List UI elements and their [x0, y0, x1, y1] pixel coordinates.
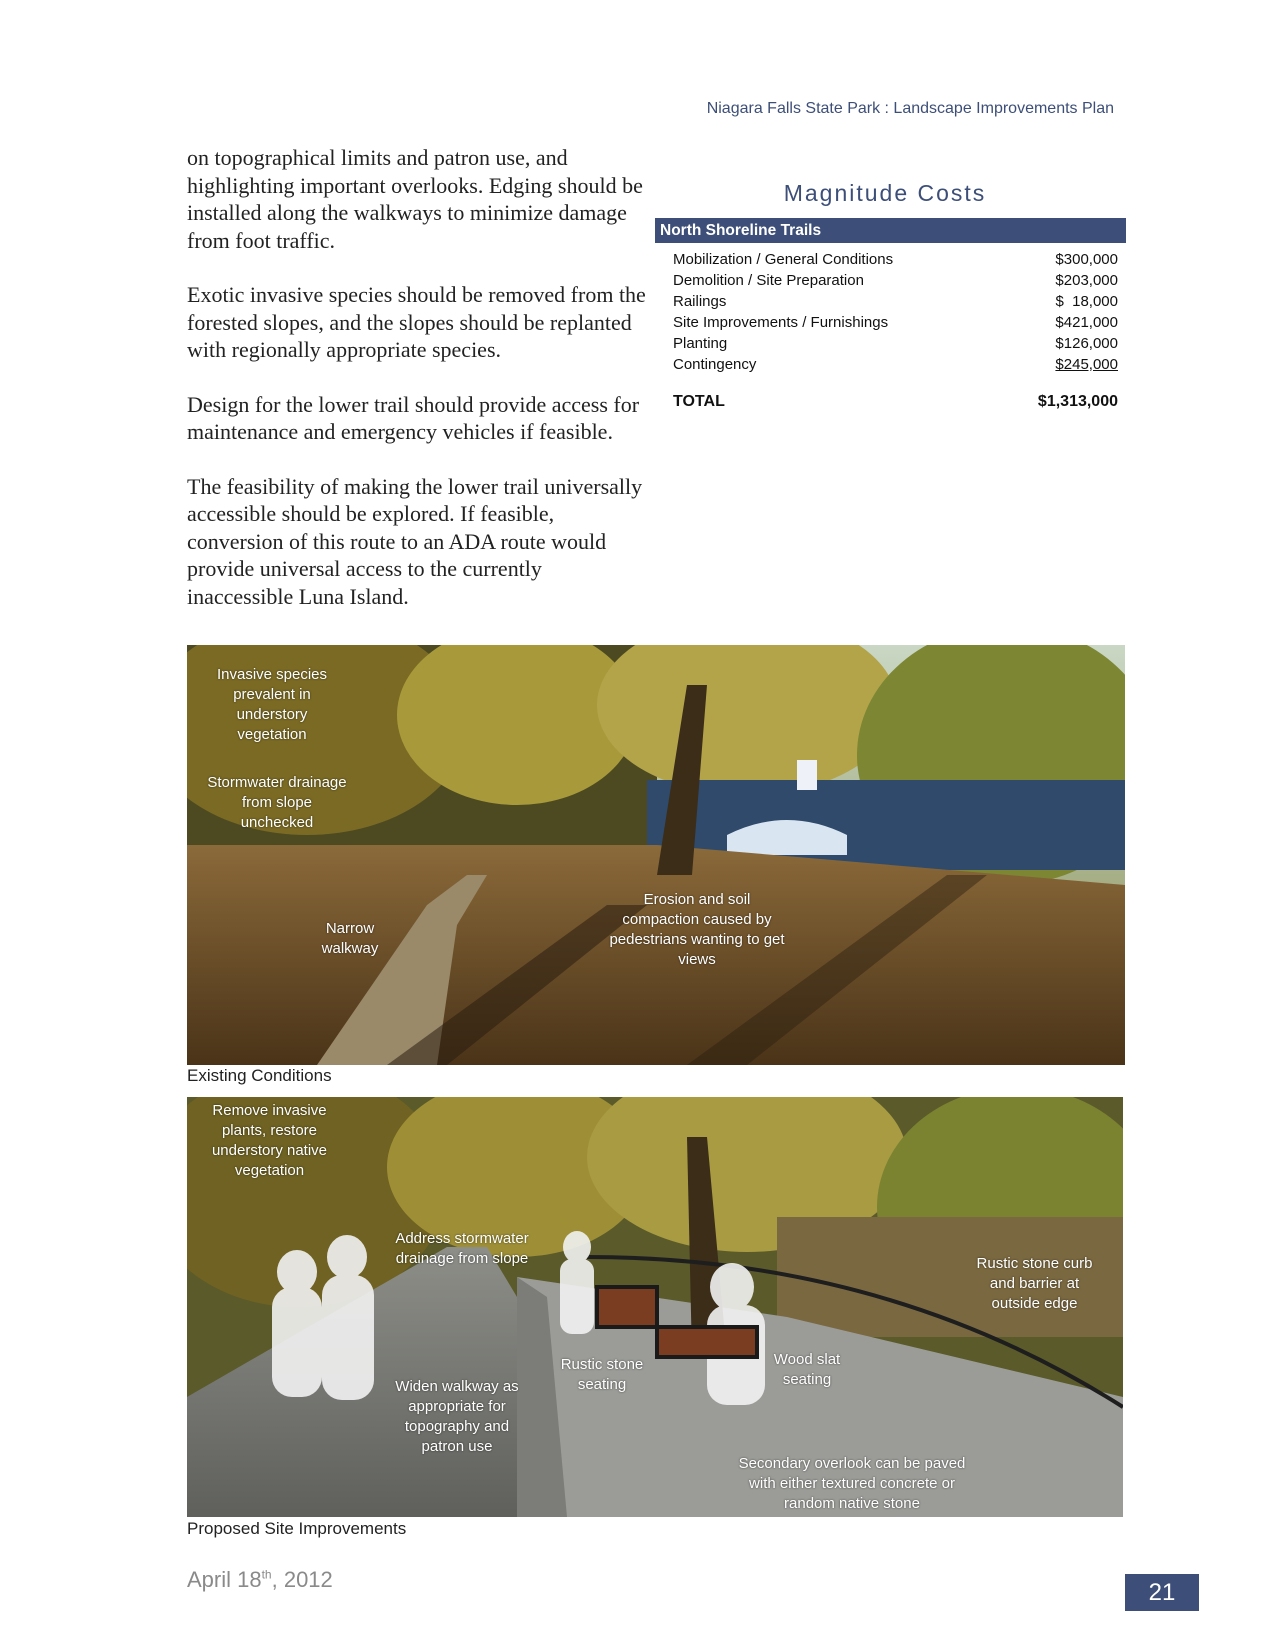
cost-label: Contingency	[673, 356, 757, 373]
annotation-secondary-overlook: Secondary overlook can be paved with either textured concrete or random native stone	[738, 1455, 966, 1512]
annotation-rustic-curb: Rustic stone curb and barrier at outside edge	[976, 1255, 1093, 1312]
existing-conditions-photo	[187, 645, 1125, 1065]
cost-section-header: North Shoreline Trails	[655, 218, 1126, 243]
cost-amount: $126,000	[1055, 335, 1118, 352]
cost-label: Demolition / Site Preparation	[673, 272, 864, 289]
paragraph: The feasibility of making the lower trail universally accessible should be explored. If feasible, conversion of this route to an ADA route would provide universal access to the currently inaccessible Luna Island.	[187, 473, 643, 609]
total-label: TOTAL	[673, 393, 725, 410]
cost-amount: $300,000	[1055, 251, 1118, 268]
annotation-erosion: Erosion and soil compaction caused by pedestrians wanting to get views	[609, 891, 785, 968]
paragraph: Design for the lower trail should provide access for maintenance and emergency vehicles if feasible.	[187, 391, 640, 444]
annotation-remove-invasive: Remove invasive plants, restore understory native vegetation	[211, 1102, 328, 1179]
annotation-stormwater: Stormwater drainage from slope unchecked	[207, 774, 347, 831]
cost-label: Site Improvements / Furnishings	[673, 314, 889, 331]
cost-amount: $ 18,000	[1055, 293, 1118, 310]
cost-table-title: Magnitude Costs	[783, 180, 987, 206]
annotation-widen-walkway: Widen walkway as appropriate for topography and patron use	[395, 1378, 519, 1455]
cost-row	[673, 333, 1118, 354]
cost-label: Railings	[673, 293, 727, 310]
cost-table	[673, 249, 1118, 375]
paragraph: on topographical limits and patron use, and highlighting important overlooks. Edging should be installed along the walkways to minimize damage from foot traffic.	[187, 145, 643, 253]
annotation-wood-slat-seating: Wood slat seating	[773, 1351, 841, 1388]
date-suffix: th	[261, 1567, 272, 1582]
annotation-address-stormwater: Address stormwater drainage from slope	[395, 1230, 529, 1267]
proposed-improvements-caption: Proposed Site Improvements	[187, 1519, 407, 1538]
cost-row	[673, 354, 1118, 375]
body-text	[187, 144, 647, 637]
existing-conditions-caption: Existing Conditions	[187, 1066, 332, 1085]
cost-amount: $245,000	[1055, 356, 1118, 373]
running-header: Niagara Falls State Park : Landscape Improvements Plan	[706, 100, 1114, 117]
cost-row	[673, 270, 1118, 291]
paragraph: Exotic invasive species should be removed from the forested slopes, and the slopes should be replanted with regionally appropriate species.	[187, 282, 646, 362]
annotation-invasive-species: Invasive species prevalent in understory vegetation	[216, 666, 328, 743]
cost-label: Mobilization / General Conditions	[673, 251, 894, 268]
page-number: 21	[1125, 1574, 1199, 1611]
cost-total-row	[673, 393, 1118, 411]
cost-label: Planting	[673, 335, 728, 352]
date-year: , 2012	[271, 1567, 333, 1592]
total-amount: $1,313,000	[1037, 393, 1118, 410]
cost-row	[673, 312, 1118, 333]
cost-amount: $421,000	[1055, 314, 1118, 331]
annotation-narrow-walkway: Narrow walkway	[321, 920, 379, 957]
footer-date	[187, 1567, 333, 1593]
annotation-rustic-stone-seating: Rustic stone seating	[560, 1356, 644, 1393]
cost-row	[673, 291, 1118, 312]
proposed-improvements-photo	[187, 1097, 1123, 1517]
cost-row	[673, 249, 1118, 270]
date-text: April 18	[187, 1567, 262, 1592]
cost-amount: $203,000	[1055, 272, 1118, 289]
